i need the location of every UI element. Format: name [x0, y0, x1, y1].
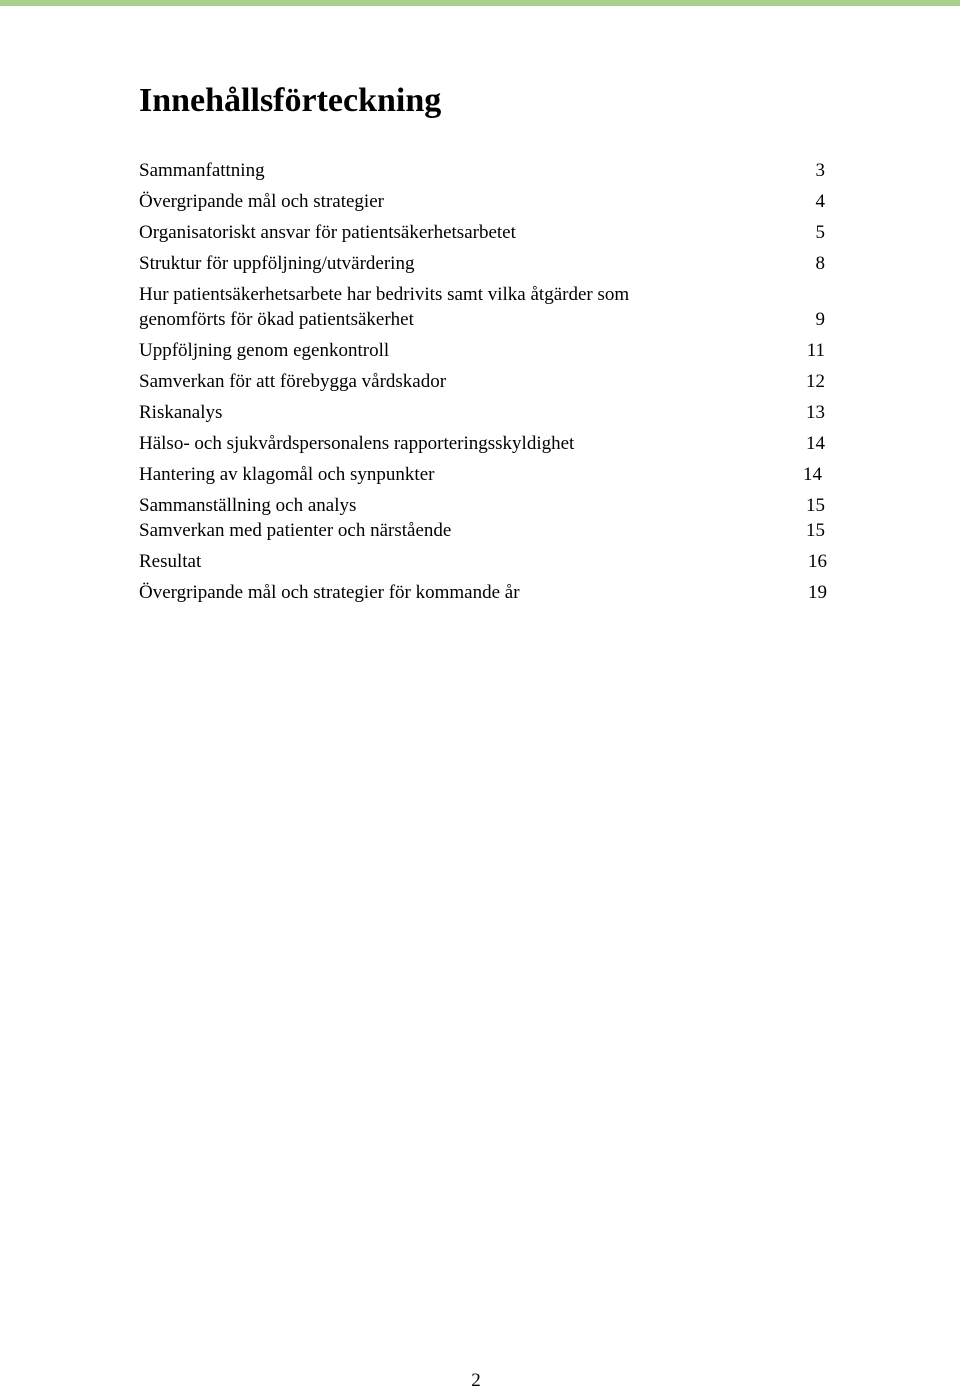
toc-entry-page: 16 [808, 551, 827, 572]
page-number: 2 [471, 1370, 481, 1391]
page-title: Innehållsförteckning [139, 82, 442, 119]
toc-entry-page: 11 [806, 340, 825, 361]
toc-entry-page: 4 [815, 191, 825, 212]
toc-entry-page: 19 [808, 582, 827, 603]
toc-entry-label: Övergripande mål och strategier för kommande år [139, 582, 520, 603]
toc-entry-page: 9 [815, 309, 825, 330]
toc-entry-page: 8 [815, 253, 825, 274]
table-of-contents [139, 0, 839, 1390]
toc-entry-label: Resultat [139, 551, 202, 572]
toc-entry-page: 13 [806, 402, 825, 423]
toc-entry-label: Sammanfattning [139, 160, 265, 181]
toc-entry-label: Samverkan med patienter och närstående [139, 520, 452, 541]
toc-entry-label: Uppföljning genom egenkontroll [139, 340, 390, 361]
toc-entry-page: 15 [806, 520, 825, 541]
toc-entry-label: genomförts för ökad patientsäkerhet [139, 309, 414, 330]
toc-entry-page: 15 [806, 495, 825, 516]
toc-entry-label: Övergripande mål och strategier [139, 191, 384, 212]
toc-entry-page: 12 [806, 371, 825, 392]
toc-entry-label: Hälso- och sjukvårdspersonalens rapporteringsskyldighet [139, 433, 575, 454]
toc-entry-page: 5 [815, 222, 825, 243]
toc-entry-label: Sammanställning och analys [139, 495, 357, 516]
toc-entry-label: Hantering av klagomål och synpunkter [139, 464, 435, 485]
toc-entry-page: 14 [806, 433, 825, 454]
toc-entry-label: Hur patientsäkerhetsarbete har bedrivits samt vilka åtgärder som [139, 284, 630, 305]
toc-entry-label: Organisatoriskt ansvar för patientsäkerhetsarbetet [139, 222, 516, 243]
toc-entry-page: 3 [815, 160, 825, 181]
toc-entry-label: Samverkan för att förebygga vårdskador [139, 371, 447, 392]
toc-entry-label: Struktur för uppföljning/utvärdering [139, 253, 415, 274]
toc-entry-page: 14 [803, 464, 822, 485]
toc-entry-label: Riskanalys [139, 402, 223, 423]
